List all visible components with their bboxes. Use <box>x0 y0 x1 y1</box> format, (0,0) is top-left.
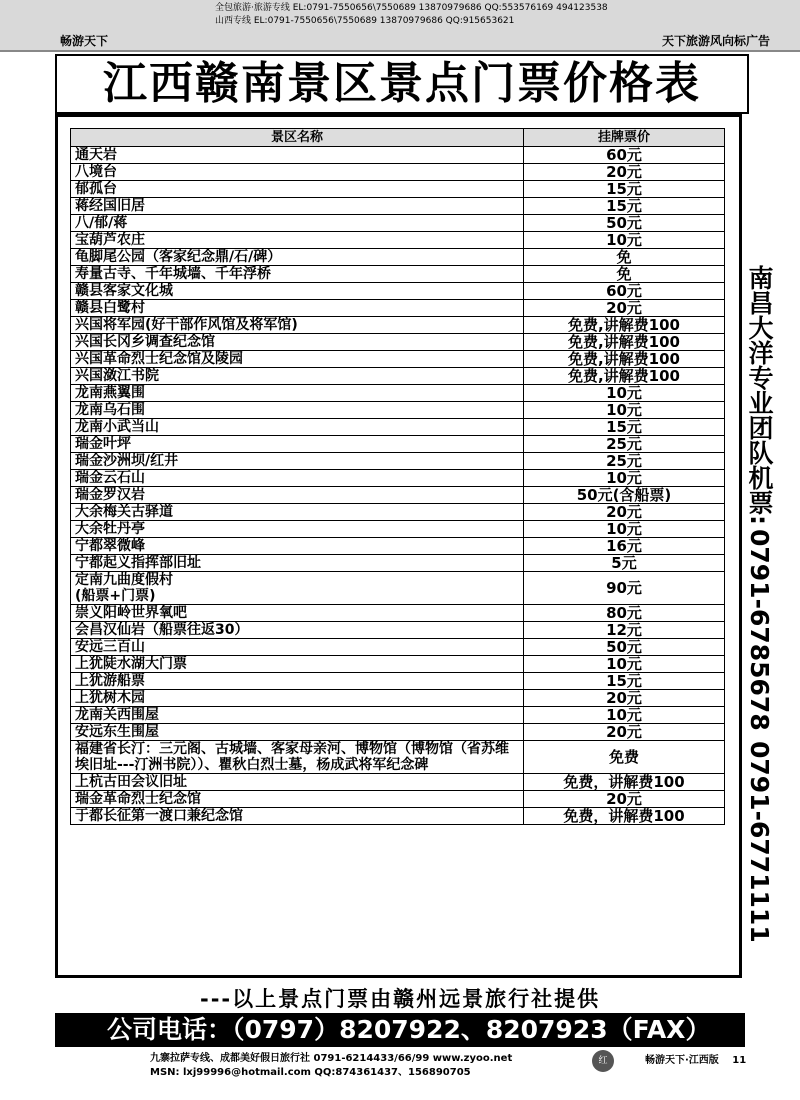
header-contact <box>215 2 608 28</box>
ticket-price: 15元 <box>524 181 725 198</box>
header-contact-line1: 全包旅游·旅游专线 EL:0791-7550656\7550689 13870979686 QQ:553576169 494123538 <box>215 3 608 13</box>
ticket-price: 15元 <box>524 198 725 215</box>
ticket-price: 25元 <box>524 453 725 470</box>
table-row <box>71 656 725 673</box>
attraction-name: 兴国将军园(好干部作风馆及将军馆) <box>71 317 524 334</box>
attraction-name: 宝葫芦农庄 <box>71 232 524 249</box>
attraction-name: 赣县白鹭村 <box>71 300 524 317</box>
attraction-name: 上犹陡水湖大门票 <box>71 656 524 673</box>
ticket-price: 20元 <box>524 724 725 741</box>
top-banner <box>0 0 800 52</box>
attraction-name: 会昌汉仙岩（船票往返30） <box>71 622 524 639</box>
table-row <box>71 436 725 453</box>
ticket-price: 免 <box>524 249 725 266</box>
ticket-price: 10元 <box>524 232 725 249</box>
ticket-price: 20元 <box>524 690 725 707</box>
attraction-name: 瑞金罗汉岩 <box>71 487 524 504</box>
table-row <box>71 300 725 317</box>
table-row <box>71 249 725 266</box>
table-row <box>71 266 725 283</box>
table-row <box>71 504 725 521</box>
table-row <box>71 622 725 639</box>
ticket-price: 10元 <box>524 470 725 487</box>
attraction-name: 龙南乌石围 <box>71 402 524 419</box>
bottom-info <box>150 1052 747 1080</box>
table-row <box>71 572 725 605</box>
ticket-price: 50元 <box>524 215 725 232</box>
price-table <box>70 128 725 825</box>
ticket-price: 15元 <box>524 673 725 690</box>
ticket-price: 16元 <box>524 538 725 555</box>
ticket-price: 10元 <box>524 402 725 419</box>
ticket-price: 10元 <box>524 707 725 724</box>
brand-logo-icon: 红 <box>592 1050 614 1072</box>
table-row <box>71 368 725 385</box>
ticket-price: 免 <box>524 266 725 283</box>
attraction-name: 龙南关西围屋 <box>71 707 524 724</box>
attraction-name: 郁孤台 <box>71 181 524 198</box>
table-row <box>71 453 725 470</box>
ticket-price: 90元 <box>524 572 725 605</box>
table-row <box>71 215 725 232</box>
side-phone-1: 0791-6785678 <box>745 529 774 731</box>
side-advert-label: 南昌大洋专业团队机票: <box>745 265 774 525</box>
attraction-name: 宁都翠微峰 <box>71 538 524 555</box>
ticket-price: 10元 <box>524 656 725 673</box>
table-row <box>71 470 725 487</box>
table-row <box>71 605 725 622</box>
attraction-name: 兴国革命烈士纪念馆及陵园 <box>71 351 524 368</box>
table-row <box>71 351 725 368</box>
attraction-name: 龟脚尾公园（客家纪念鼎/石/碑） <box>71 249 524 266</box>
table-row <box>71 774 725 791</box>
header-right: 天下旅游风向标广告 <box>661 34 770 48</box>
ticket-price: 80元 <box>524 605 725 622</box>
table-row <box>71 673 725 690</box>
attraction-name: 安远东生围屋 <box>71 724 524 741</box>
bottom-brand-page <box>645 1054 746 1068</box>
attraction-name: 八境台 <box>71 164 524 181</box>
ticket-price: 免费,讲解费100 <box>524 351 725 368</box>
table-row <box>71 317 725 334</box>
table-row <box>71 334 725 351</box>
attraction-name: 八/郁/蒋 <box>71 215 524 232</box>
column-header-price: 挂牌票价 <box>524 129 725 147</box>
ticket-price: 免费,讲解费100 <box>524 334 725 351</box>
company-phone-bar: 公司电话：（0797）8207922、8207923（FAX） <box>55 1013 745 1047</box>
ticket-price: 免费 <box>524 741 725 774</box>
ticket-price: 免费，讲解费100 <box>524 774 725 791</box>
ticket-price: 60元 <box>524 283 725 300</box>
attraction-name: 定南九曲度假村 (船票+门票) <box>71 572 524 605</box>
attraction-name: 兴国潋江书院 <box>71 368 524 385</box>
ticket-price: 免费，讲解费100 <box>524 808 725 825</box>
ticket-price: 60元 <box>524 147 725 164</box>
page-number: 11 <box>732 1055 747 1066</box>
table-row <box>71 385 725 402</box>
attraction-name: 上杭古田会议旧址 <box>71 774 524 791</box>
side-phone-2: 0791-6771111 <box>745 740 774 943</box>
attraction-name: 瑞金叶坪 <box>71 436 524 453</box>
provider-note: ---以上景点门票由赣州远景旅行社提供 <box>200 987 601 1011</box>
header-contact-line2: 山西专线 EL:0791-7550656\7550689 13870979686 QQ:915653621 <box>215 16 515 26</box>
ticket-price: 12元 <box>524 622 725 639</box>
table-row <box>71 232 725 249</box>
attraction-name: 福建省长汀：三元阁、古城墙、客家母亲河、博物馆（博物馆（省苏维埃旧址---汀洲书院））、瞿秋白烈士墓，杨成武将军纪念碑 <box>71 741 524 774</box>
attraction-name: 蒋经国旧居 <box>71 198 524 215</box>
ticket-price: 20元 <box>524 504 725 521</box>
table-row <box>71 487 725 504</box>
ticket-price: 免费,讲解费100 <box>524 368 725 385</box>
table-row <box>71 147 725 164</box>
attraction-name: 瑞金云石山 <box>71 470 524 487</box>
ticket-price: 10元 <box>524 521 725 538</box>
attraction-name: 安远三百山 <box>71 639 524 656</box>
side-advert <box>745 265 774 943</box>
bottom-brand: 畅游天下·江西版 <box>645 1055 719 1066</box>
ticket-price: 20元 <box>524 300 725 317</box>
bottom-line2: MSN: lxj99996@hotmail.com QQ:874361437、156890705 <box>150 1067 471 1078</box>
table-row <box>71 402 725 419</box>
table-row <box>71 639 725 656</box>
table-header-row <box>71 129 725 147</box>
attraction-name: 上犹树木园 <box>71 690 524 707</box>
table-row <box>71 283 725 300</box>
table-row <box>71 741 725 774</box>
column-header-name: 景区名称 <box>71 129 524 147</box>
table-row <box>71 791 725 808</box>
table-row <box>71 724 725 741</box>
attraction-name: 寿量古寺、千年城墙、千年浮桥 <box>71 266 524 283</box>
table-row <box>71 707 725 724</box>
ticket-price: 25元 <box>524 436 725 453</box>
ticket-price: 10元 <box>524 385 725 402</box>
table-row <box>71 690 725 707</box>
ticket-price: 50元 <box>524 639 725 656</box>
table-row <box>71 538 725 555</box>
attraction-name: 通天岩 <box>71 147 524 164</box>
attraction-name: 宁都起义指挥部旧址 <box>71 555 524 572</box>
bottom-line1: 九寨拉萨专线、成都美好假日旅行社 0791-6214433/66/99 www.zyoo.net <box>150 1053 513 1064</box>
attraction-name: 龙南燕翼围 <box>71 385 524 402</box>
attraction-name: 大余梅关古驿道 <box>71 504 524 521</box>
ticket-price: 5元 <box>524 555 725 572</box>
table-row <box>71 198 725 215</box>
ticket-price: 20元 <box>524 791 725 808</box>
table-row <box>71 419 725 436</box>
ticket-price: 50元(含船票) <box>524 487 725 504</box>
attraction-name: 兴国长冈乡调查纪念馆 <box>71 334 524 351</box>
table-row <box>71 808 725 825</box>
attraction-name: 龙南小武当山 <box>71 419 524 436</box>
attraction-name: 瑞金沙洲坝/红井 <box>71 453 524 470</box>
attraction-name: 于都长征第一渡口兼纪念馆 <box>71 808 524 825</box>
attraction-name: 崇义阳岭世界氧吧 <box>71 605 524 622</box>
attraction-name: 大余牡丹亭 <box>71 521 524 538</box>
page-title: 江西赣南景区景点门票价格表 <box>55 54 749 114</box>
attraction-name: 上犹游船票 <box>71 673 524 690</box>
attraction-name: 瑞金革命烈士纪念馆 <box>71 791 524 808</box>
table-row <box>71 181 725 198</box>
ticket-price: 免费,讲解费100 <box>524 317 725 334</box>
table-row <box>71 555 725 572</box>
ticket-price: 20元 <box>524 164 725 181</box>
attraction-name: 赣县客家文化城 <box>71 283 524 300</box>
ticket-price: 15元 <box>524 419 725 436</box>
table-row <box>71 521 725 538</box>
header-left: 畅游天下 <box>60 34 109 48</box>
table-row <box>71 164 725 181</box>
